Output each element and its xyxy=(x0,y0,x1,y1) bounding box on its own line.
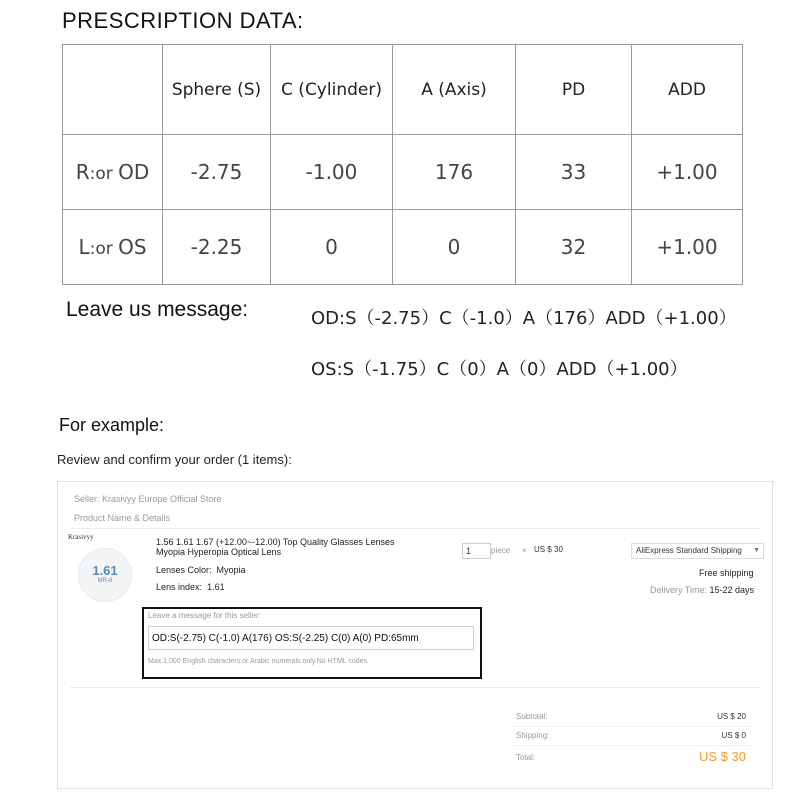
cell-add: +1.00 xyxy=(632,135,743,210)
lens-material-badge: MR-8 xyxy=(97,578,113,584)
cell-pd: 33 xyxy=(516,135,632,210)
lens-index-value: 1.61 xyxy=(207,582,225,592)
seller-message-highlight xyxy=(142,607,482,679)
header-axis: A (Axis) xyxy=(393,45,516,135)
seller-label: Seller: Krasivyy Europe Official Store xyxy=(74,494,222,504)
divider xyxy=(510,745,750,746)
header-add: ADD xyxy=(632,45,743,135)
multiply-sign: × xyxy=(522,546,527,555)
lens-index-badge: 1.61 xyxy=(92,563,118,578)
shipping-method-select[interactable] xyxy=(631,543,764,559)
total-label: Total: xyxy=(516,753,536,762)
shipping-label: Shipping: xyxy=(516,731,550,740)
header-cell-empty xyxy=(63,45,163,135)
delivery-time-label: Delivery Time: xyxy=(650,585,708,595)
shipping-method-value: AliExpress Standard Shipping xyxy=(636,546,742,555)
message-limit-note: Max.1,000 English characters or Arabic numerals only.No HTML codes. xyxy=(148,658,369,665)
header-sphere: Sphere (S) xyxy=(163,45,271,135)
seller-message-input[interactable]: OD:S(-2.75) C(-1.0) A(176) OS:S(-2.25) C(0) A(0) PD:65mm xyxy=(148,626,474,650)
lens-index-label: Lens index: xyxy=(156,582,203,592)
subtotal-label: Subtotal: xyxy=(516,712,548,721)
eye-label-left: L:or OS xyxy=(63,210,163,285)
dropdown-arrow-icon: ▼ xyxy=(753,547,760,554)
order-summary-panel xyxy=(57,481,773,789)
cell-pd: 32 xyxy=(516,210,632,285)
table-row xyxy=(63,135,743,210)
lens-index-row xyxy=(156,582,225,592)
leave-message-label: Leave us message: xyxy=(66,298,249,321)
cell-sphere: -2.75 xyxy=(163,135,271,210)
message-od-line: OD:S（-2.75）C（-1.0）A（176）ADD（+1.00） xyxy=(311,308,737,329)
message-hint: Leave a message for this seller: xyxy=(148,611,261,620)
total-value: US $ 30 xyxy=(699,749,746,764)
example-label: For example: xyxy=(59,415,165,435)
shipping-value: US $ 0 xyxy=(721,731,746,740)
cell-cylinder: -1.00 xyxy=(271,135,393,210)
divider xyxy=(510,726,750,727)
product-image[interactable] xyxy=(78,548,132,602)
lens-color-row xyxy=(156,565,246,575)
header-cylinder: C (Cylinder) xyxy=(271,45,393,135)
table-row xyxy=(63,210,743,285)
cell-sphere: -2.25 xyxy=(163,210,271,285)
message-os-line: OS:S（-1.75）C（0）A（0）ADD（+1.00） xyxy=(311,359,688,380)
delivery-time-value: 15-22 days xyxy=(709,585,755,595)
header-pd: PD xyxy=(516,45,632,135)
divider xyxy=(70,687,760,688)
product-header: Product Name & Details xyxy=(74,513,171,523)
free-shipping-label: Free shipping xyxy=(699,568,754,578)
unit-price: US $ 30 xyxy=(534,545,563,554)
cell-axis: 176 xyxy=(393,135,516,210)
brand-logo: Krasivyy xyxy=(68,533,94,541)
piece-label: piece xyxy=(491,546,511,555)
product-title-link[interactable]: 1.56 1.61 1.67 (+12.00~-12.00) Top Quality Glasses Lenses Myopia Hyperopia Optical Lens xyxy=(156,537,395,557)
table-header-row xyxy=(63,45,743,135)
review-order-label: Review and confirm your order (1 items): xyxy=(57,452,292,467)
delivery-time xyxy=(650,585,754,595)
cell-axis: 0 xyxy=(393,210,516,285)
cell-add: +1.00 xyxy=(632,210,743,285)
lens-color-label: Lenses Color: xyxy=(156,565,212,575)
cell-cylinder: 0 xyxy=(271,210,393,285)
divider xyxy=(70,528,760,529)
eye-label-right: R:or OD xyxy=(63,135,163,210)
lens-color-value: Myopia xyxy=(216,565,246,575)
page-title: PRESCRIPTION DATA: xyxy=(62,8,304,33)
prescription-table xyxy=(62,44,743,285)
subtotal-value: US $ 20 xyxy=(717,712,746,721)
quantity-input[interactable]: 1 xyxy=(462,543,491,559)
